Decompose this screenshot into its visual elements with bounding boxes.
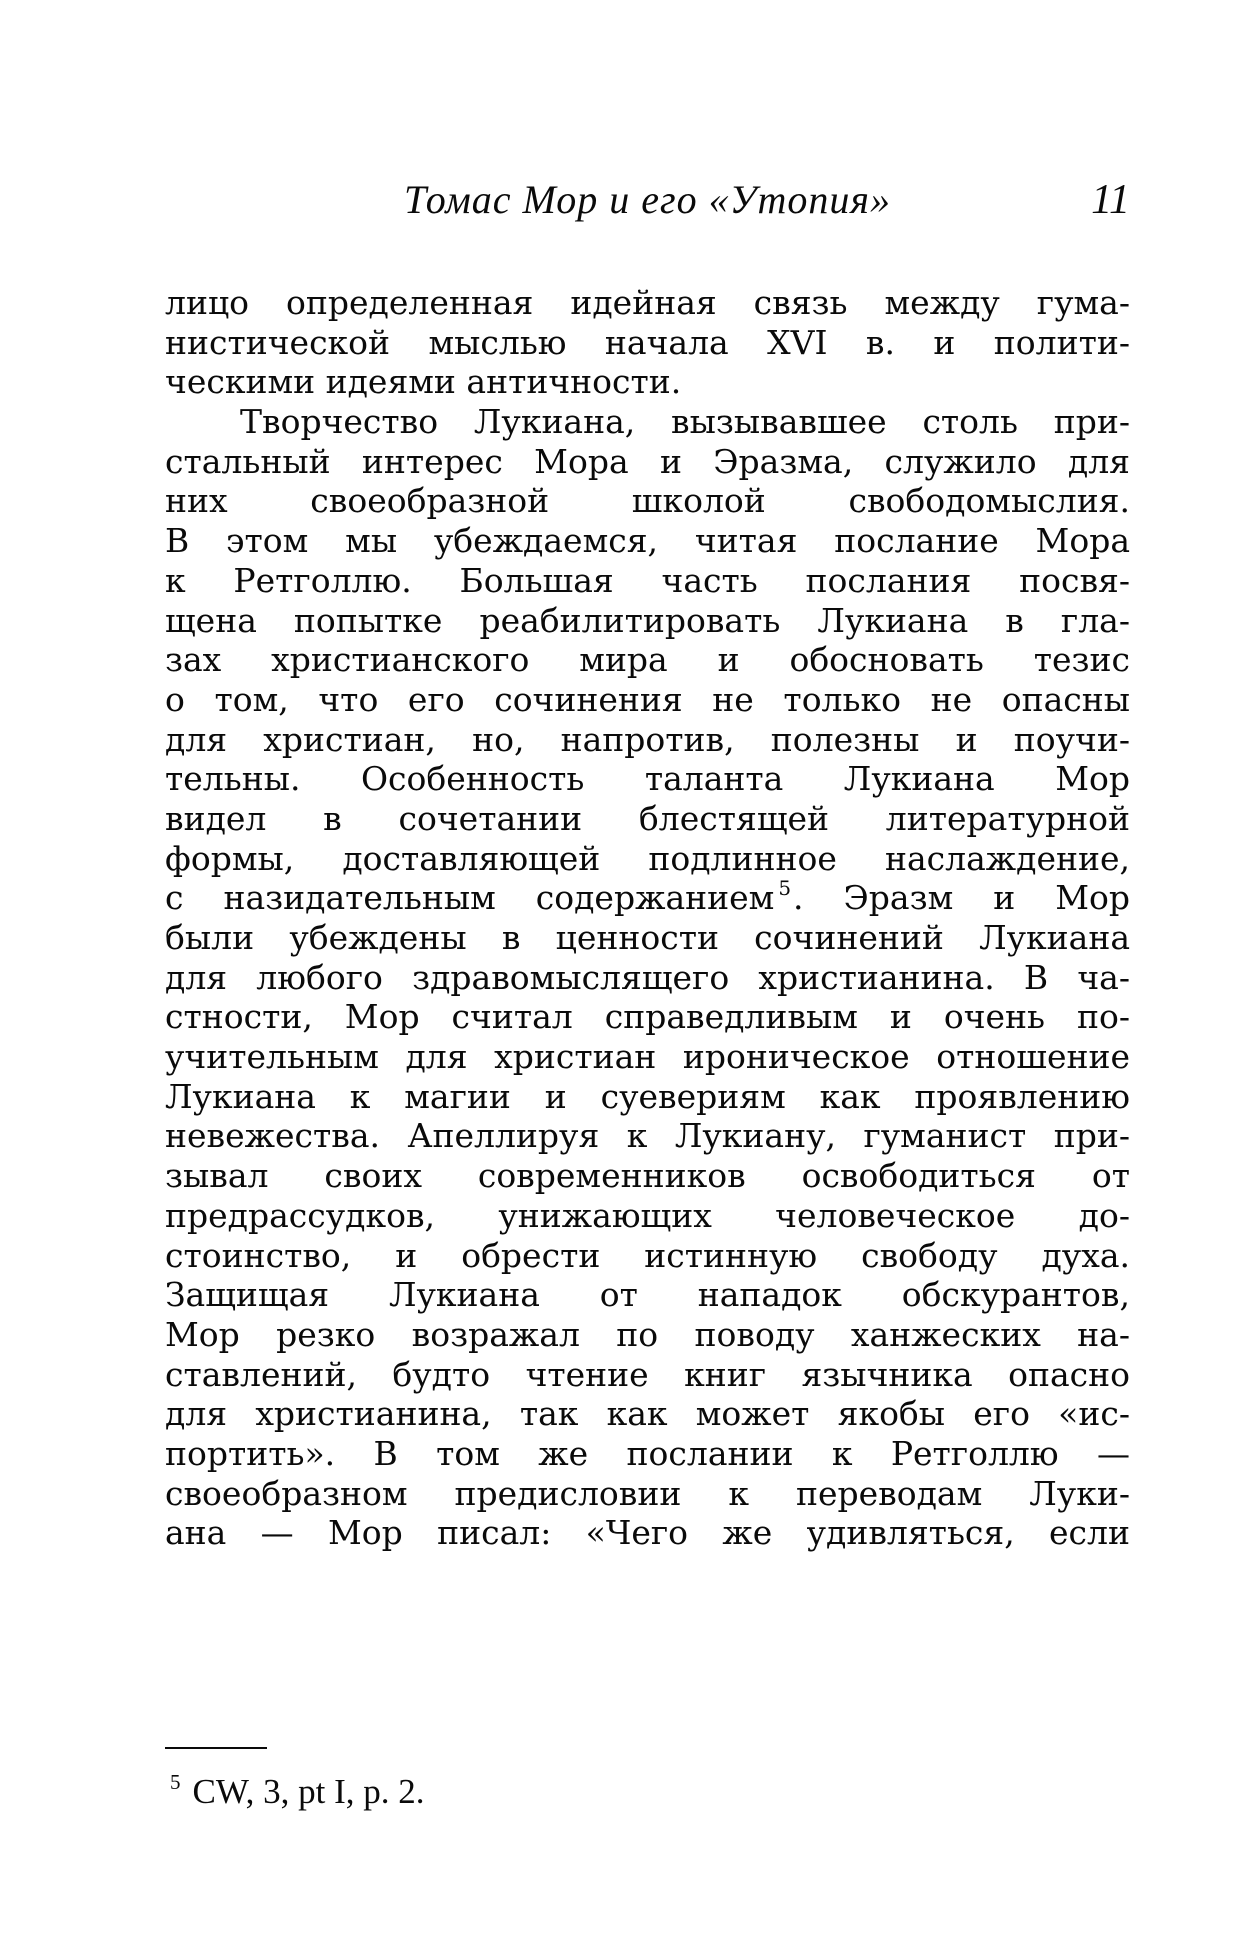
text-line — [165, 1156, 1130, 1196]
text-line-content: формы, доставляющей подлинное наслаждение, — [165, 838, 1130, 878]
text-line-content: портить». В том же послании к Ретголлю — — [165, 1433, 1130, 1473]
text-line-content: с назидательным содержанием — [165, 878, 775, 918]
text-line — [165, 918, 1130, 958]
text-line-content: Мор резко возражал по поводу ханжеских на- — [165, 1314, 1130, 1354]
text-line — [165, 442, 1130, 482]
text-line — [165, 1474, 1130, 1514]
text-line-content: зах христианского мира и обосновать тезис — [165, 640, 1130, 680]
text-line — [165, 1196, 1130, 1236]
text-line-content: ческими идеями античности. — [165, 362, 682, 402]
footnote — [170, 1767, 425, 1817]
text-line-content: о том, что его сочинения не только не опасны — [165, 679, 1130, 719]
text-line — [165, 481, 1130, 521]
text-line-content: лицо определенная идейная связь между гума- — [165, 283, 1130, 322]
text-line — [165, 1037, 1130, 1077]
text-line-content: В этом мы убеждаемся, читая послание Мора — [165, 521, 1130, 561]
text-line-content: предрассудков, унижающих человеческое до- — [165, 1195, 1130, 1235]
text-line-content: тельны. Особенность таланта Лукиана Мор — [165, 759, 1130, 799]
footnote-number: 5 — [170, 1770, 181, 1794]
text-line-content: ана — Мор писал: «Чего же удивляться, если — [165, 1513, 1130, 1553]
text-line — [165, 601, 1130, 641]
text-line-content: них своеобразной школой свободомыслия. — [165, 481, 1130, 521]
text-line-content: Защищая Лукиана от нападок обскурантов, — [165, 1275, 1130, 1315]
text-line-content: к Ретголлю. Большая часть послания посвя- — [165, 560, 1130, 600]
text-line — [165, 1513, 1130, 1553]
text-line — [165, 799, 1130, 839]
text-line — [165, 1116, 1130, 1156]
text-line — [165, 1275, 1130, 1315]
text-line-content: Лукиана к магии и суевериям как проявлению — [165, 1076, 1130, 1116]
text-line-continuation: . Эразм и Мор — [793, 878, 1130, 918]
text-line-content: были убеждены в ценности сочинений Лукиана — [165, 918, 1130, 957]
text-line — [165, 283, 1130, 323]
text-line — [165, 958, 1130, 998]
text-line-content: невежества. Апеллируя к Лукиану, гуманист при- — [165, 1116, 1130, 1156]
text-line — [165, 1394, 1130, 1434]
text-line-content: учительным для христиан ироническое отношение — [165, 1037, 1130, 1077]
text-line-content: видел в сочетании блестящей литературной — [165, 798, 1130, 838]
text-line-content: для христиан, но, напротив, полезны и поучи- — [165, 719, 1130, 759]
text-line-content: ставлений, будто чтение книг язычника опасно — [165, 1354, 1130, 1394]
text-line — [165, 839, 1130, 879]
text-line-content: для христианина, так как может якобы его «ис- — [165, 1394, 1130, 1434]
text-line — [165, 640, 1130, 680]
text-line-content: зывал своих современников освободиться от — [165, 1156, 1130, 1196]
text-line — [165, 402, 1130, 442]
text-line-content: стоинство, и обрести истинную свободу духа. — [165, 1235, 1130, 1275]
footnote-divider — [165, 1747, 267, 1749]
text-line — [165, 1434, 1130, 1474]
text-line — [165, 1355, 1130, 1395]
text-line-content: Творчество Лукиана, вызывавшее столь при- — [240, 402, 1130, 442]
text-line — [165, 878, 1130, 918]
running-title: Томас Мор и его «Утопия» — [403, 177, 892, 222]
text-line — [165, 1236, 1130, 1276]
text-line-content: стальный интерес Мора и Эразма, служило для — [165, 441, 1130, 481]
text-line — [165, 362, 1130, 402]
text-line — [165, 680, 1130, 720]
running-head — [165, 170, 1130, 230]
text-line-content: своеобразном предисловии к переводам Луки- — [165, 1473, 1130, 1513]
footnote-reference[interactable]: 5 — [778, 876, 792, 901]
text-line-content: нистической мыслью начала XVI в. и полити- — [165, 322, 1130, 362]
text-line — [165, 1315, 1130, 1355]
text-line — [165, 759, 1130, 799]
footnote-text: CW, 3, pt I, p. 2. — [192, 1772, 425, 1811]
text-line-content: стности, Мор считал справедливым и очень по- — [165, 997, 1130, 1037]
text-line-content: щена попытке реабилитировать Лукиана в гла- — [165, 600, 1130, 640]
text-line-content: для любого здравомыслящего христианина. В ча- — [165, 957, 1130, 997]
page-number: 11 — [1091, 177, 1130, 223]
text-line — [165, 720, 1130, 760]
text-line — [165, 521, 1130, 561]
text-line — [165, 1077, 1130, 1117]
body-text — [165, 283, 1130, 1553]
text-line — [165, 561, 1130, 601]
text-line — [165, 997, 1130, 1037]
text-line — [165, 323, 1130, 363]
